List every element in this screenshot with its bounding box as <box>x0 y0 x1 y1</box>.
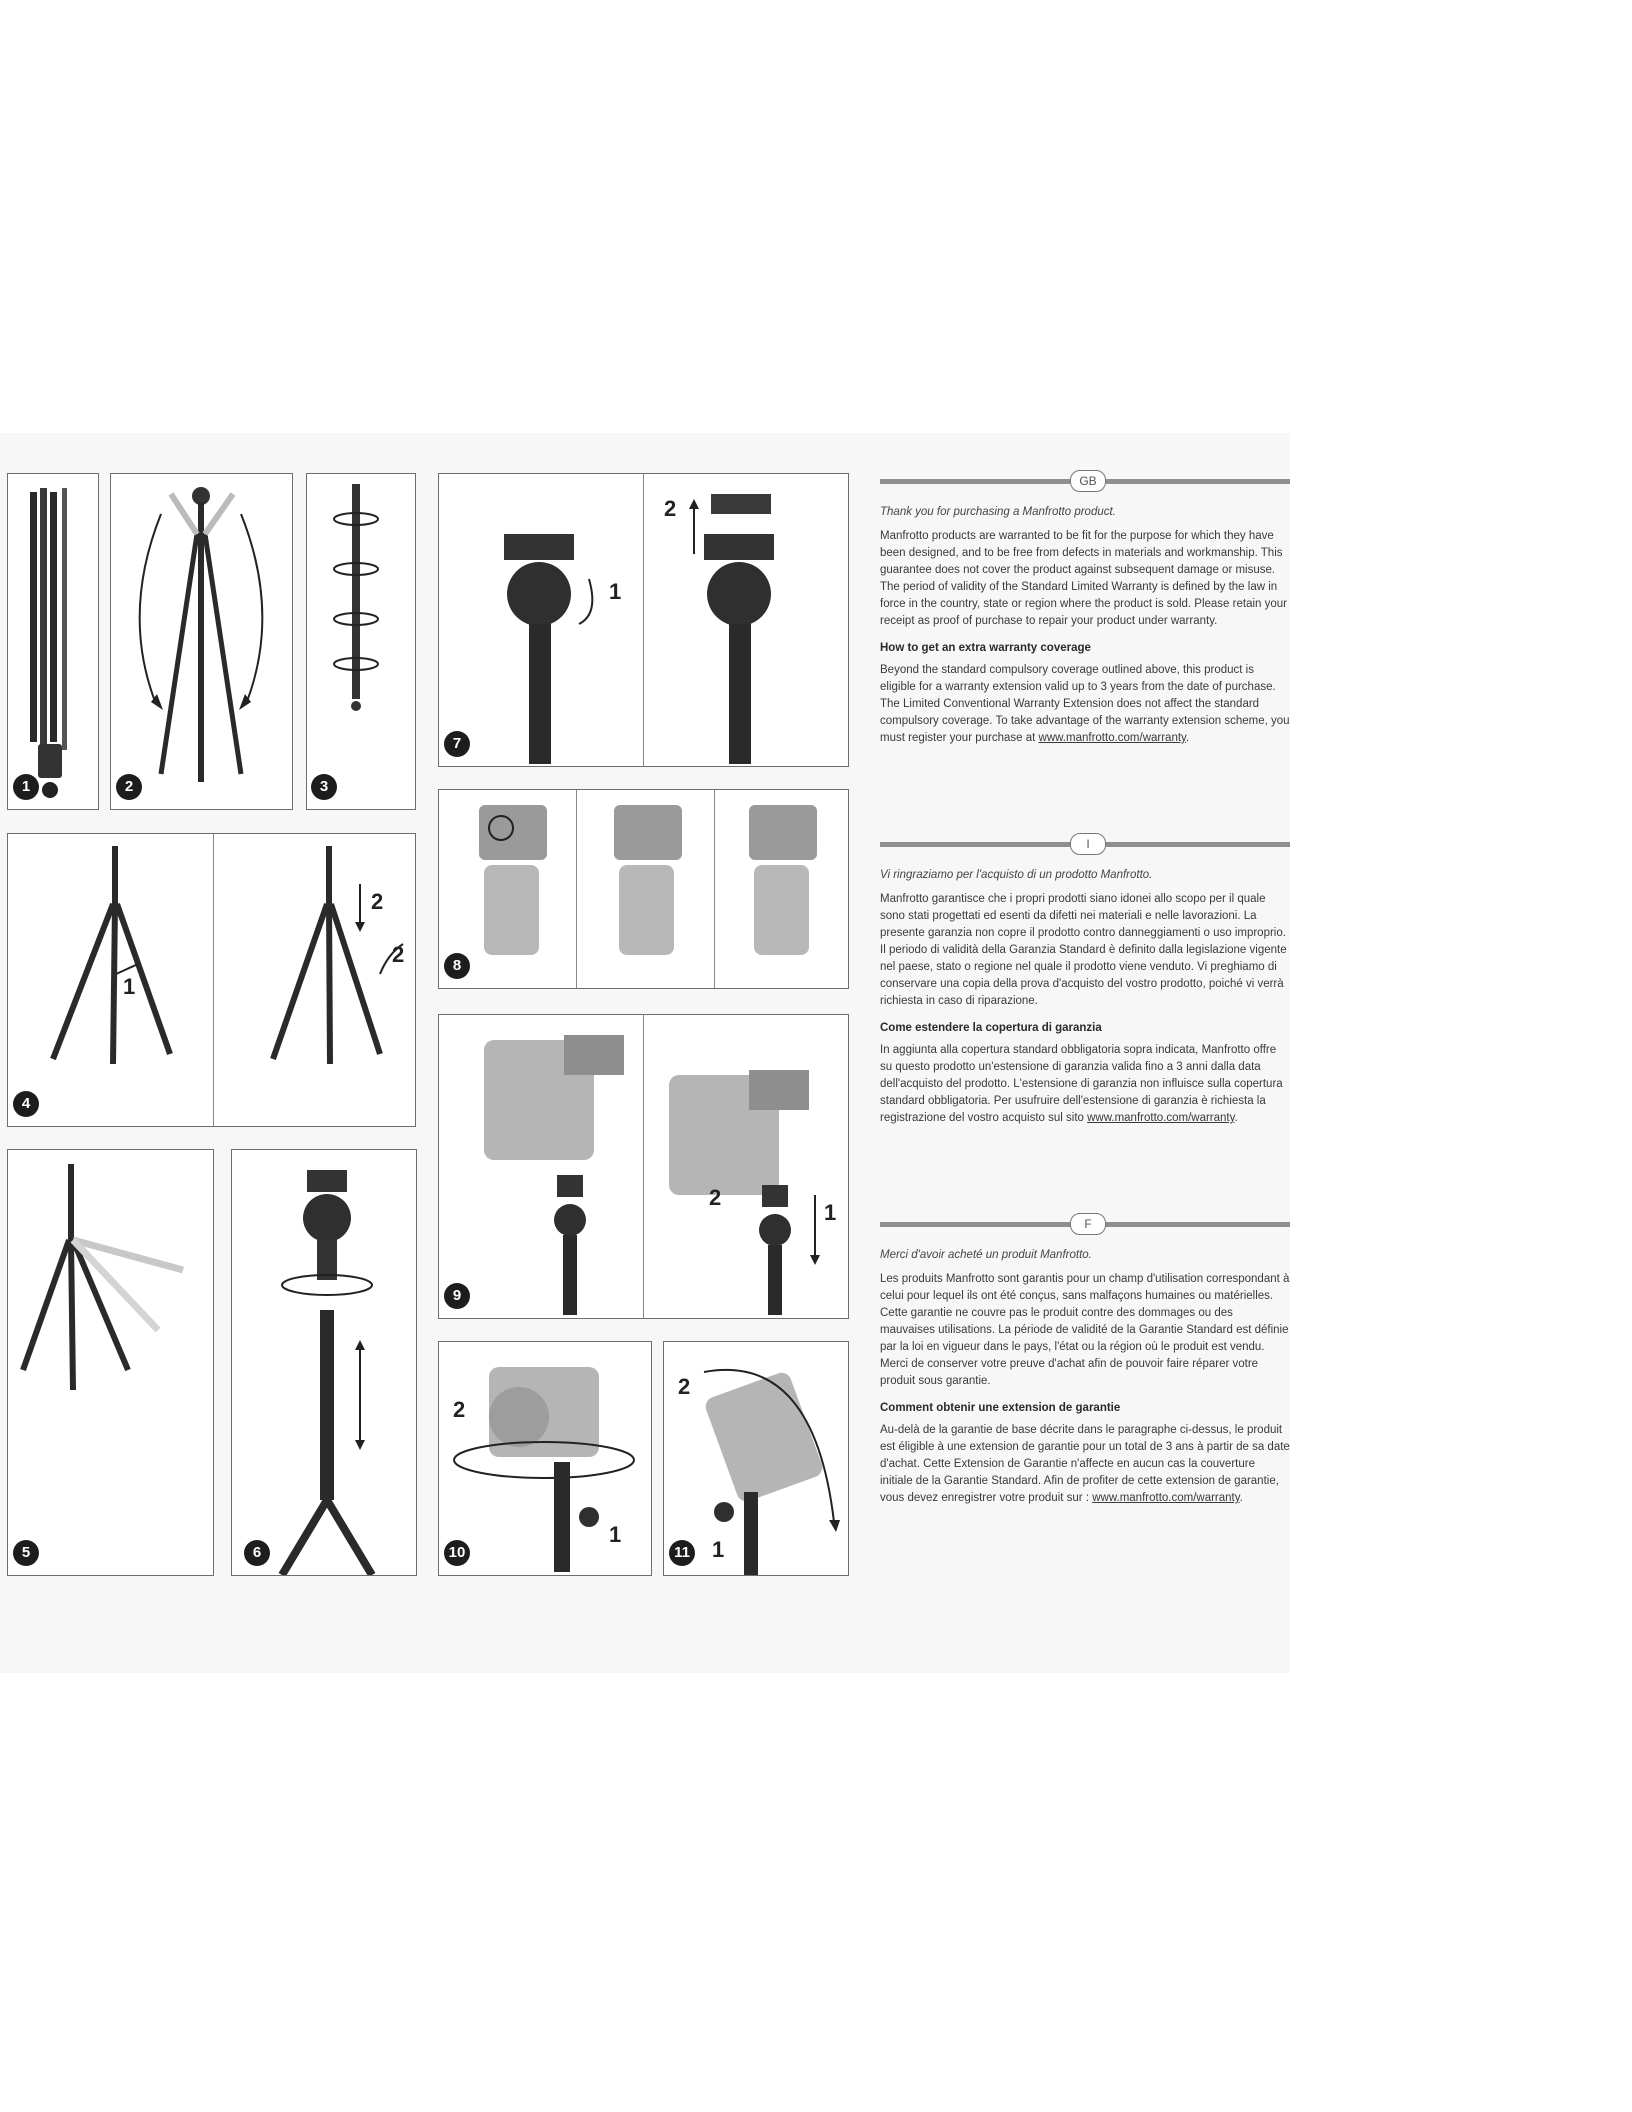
extension-body: In aggiunta alla copertura standard obbligatoria sopra indicata, Manfrotto offre su questo prodotto un'estensione di garanzia valida fino a 3 anni dalla data dell'acquisto del prodotto. L'estensione di garanzia non influisce sulla copertura standard obbligatoria. Per usufruire dell'estensione di garanzia è richiesta la registrazione del vostro acquisto sul sito www.manfrotto.com/warranty. <box>880 1044 1283 1124</box>
folded-tripod-illustration <box>8 474 98 809</box>
step-panel-5 <box>7 1149 214 1576</box>
leg-angle-illustration <box>8 1150 213 1575</box>
section-heading: Come estendere la copertura di garanzia <box>880 1022 1102 1034</box>
step-panel-10 <box>438 1341 652 1576</box>
step-number-badge: 9 <box>444 1283 470 1309</box>
step-number-badge: 8 <box>444 953 470 979</box>
callout-number: 2 <box>371 889 384 914</box>
callout-number: 2 <box>664 496 677 521</box>
callout-number: 2 <box>392 942 405 967</box>
language-divider <box>880 470 1290 492</box>
step-panel-2 <box>110 473 293 810</box>
section-heading: Comment obtenir une extension de garantie <box>880 1402 1121 1414</box>
step-number-badge: 3 <box>311 774 337 800</box>
camera-attachment-illustration <box>439 790 848 988</box>
tilting-illustration <box>664 1342 848 1575</box>
warranty-body: Manfrotto garantisce che i propri prodotti siano idonei allo scopo per il quale sono stati progettati ed esenti da difetti nei materiali e nelle lavorazioni. La presente garanzia non copre il prodotto contro danneggiamenti o uso improprio. Il periodo di validità della Garanzia Standard è definito dalla legislazione vigente nel paese, stato o regione nel quale il prodotto viene venduto. Vi preghiamo di conservare una copia della prova d'acquisto del vostro prodotto, poiché vi verrà richiesta in caso di riparazione. <box>880 893 1287 1007</box>
leg-extension-illustration <box>8 834 415 1126</box>
quick-release-plate-illustration <box>439 474 848 766</box>
extension-body: Au-delà de la garantie de base décrite dans le paragraphe ci-dessus, le produit est éligible à une extension de garantie pour un total de 3 ans à partir de sa date d'achat. Cette Extension de Garantie n'affecte en aucun cas la couverture initiale de la Garantie Standard. Afin de profiter de cette extension de garantie, vous devez enregistrer votre produit sur : www.manfrotto.com/warranty. <box>880 1424 1290 1504</box>
warranty-body: Manfrotto products are warranted to be fit for the purpose for which they have been designed, and to be free from defects in materials and workmanship. This guarantee does not cover the product against subsequent damage or misuse. The period of validity of the Standard Limited Warranty is defined by the law in force in the country, state or region where the product is sold. Please retain your receipt as proof of purchase to repair your product under warranty. <box>880 530 1287 627</box>
step-panel-3 <box>306 473 416 810</box>
language-divider <box>880 833 1290 855</box>
language-badge: GB <box>1070 470 1106 492</box>
camera-mount-illustration <box>439 1015 848 1318</box>
step-number-badge: 6 <box>244 1540 270 1566</box>
warranty-text-column <box>880 470 1290 1593</box>
callout-number: 2 <box>453 1397 466 1422</box>
callout-number: 1 <box>712 1537 725 1562</box>
intro-text: Thank you for purchasing a Manfrotto product. <box>880 506 1116 518</box>
step-number-badge: 2 <box>116 774 142 800</box>
step-panel-11 <box>663 1341 849 1576</box>
step-number-badge: 10 <box>444 1540 470 1566</box>
step-number-badge: 11 <box>669 1540 695 1566</box>
warranty-link[interactable]: www.manfrotto.com/warranty <box>1038 732 1186 744</box>
step-number-badge: 7 <box>444 731 470 757</box>
step-panel-1 <box>7 473 99 810</box>
callout-number: 1 <box>824 1200 837 1225</box>
language-divider <box>880 1213 1290 1235</box>
warranty-link[interactable]: www.manfrotto.com/warranty <box>1087 1112 1235 1124</box>
step-panel-8 <box>438 789 849 989</box>
step-number-badge: 1 <box>13 774 39 800</box>
callout-number: 2 <box>678 1374 691 1399</box>
section-heading: How to get an extra warranty coverage <box>880 642 1091 654</box>
callout-number: 1 <box>609 579 622 604</box>
center-column-illustration <box>232 1150 416 1575</box>
language-badge: I <box>1070 833 1106 855</box>
step-panel-6 <box>231 1149 417 1576</box>
warranty-section-gb <box>880 470 1290 747</box>
language-badge: F <box>1070 1213 1106 1235</box>
tripod-legs-folding-illustration <box>111 474 292 809</box>
step-panel-4 <box>7 833 416 1127</box>
warranty-section-fr <box>880 1213 1290 1507</box>
callout-number: 1 <box>123 974 136 999</box>
step-panel-7 <box>438 473 849 767</box>
callout-number: 2 <box>709 1185 722 1210</box>
extension-body: Beyond the standard compulsory coverage outlined above, this product is eligible for a warranty extension valid up to 3 years from the date of purchase. The Limited Conventional Warranty Extension does not affect the standard compulsory coverage. To take advantage of the warranty extension scheme, you must register your purchase at www.manfrotto.com/warranty. <box>880 664 1290 744</box>
intro-text: Vi ringraziamo per l'acquisto di un prodotto Manfrotto. <box>880 869 1153 881</box>
intro-text: Merci d'avoir acheté un produit Manfrotto. <box>880 1249 1092 1261</box>
step-panel-9 <box>438 1014 849 1319</box>
step-number-badge: 4 <box>13 1091 39 1117</box>
callout-number: 1 <box>609 1522 622 1547</box>
warranty-section-it <box>880 833 1290 1127</box>
step-number-badge: 5 <box>13 1540 39 1566</box>
leg-lock-rotation-illustration <box>307 474 415 809</box>
warranty-body: Les produits Manfrotto sont garantis pour un champ d'utilisation correspondant à celui pour lequel ils ont été conçus, sans malfaçons humaines ou matérielles. Cette garantie ne couvre pas le produit contre des dommages ou des mauvaises utilisations. La période de validité de la Garantie Standard est définie par la loi en vigueur dans le pays, l'état ou la région où le produit est vendu. Merci de conserver votre preuve d'achat afin de pouvoir faire réparer votre produit sous garantie. <box>880 1273 1290 1387</box>
warranty-link[interactable]: www.manfrotto.com/warranty <box>1092 1492 1240 1504</box>
